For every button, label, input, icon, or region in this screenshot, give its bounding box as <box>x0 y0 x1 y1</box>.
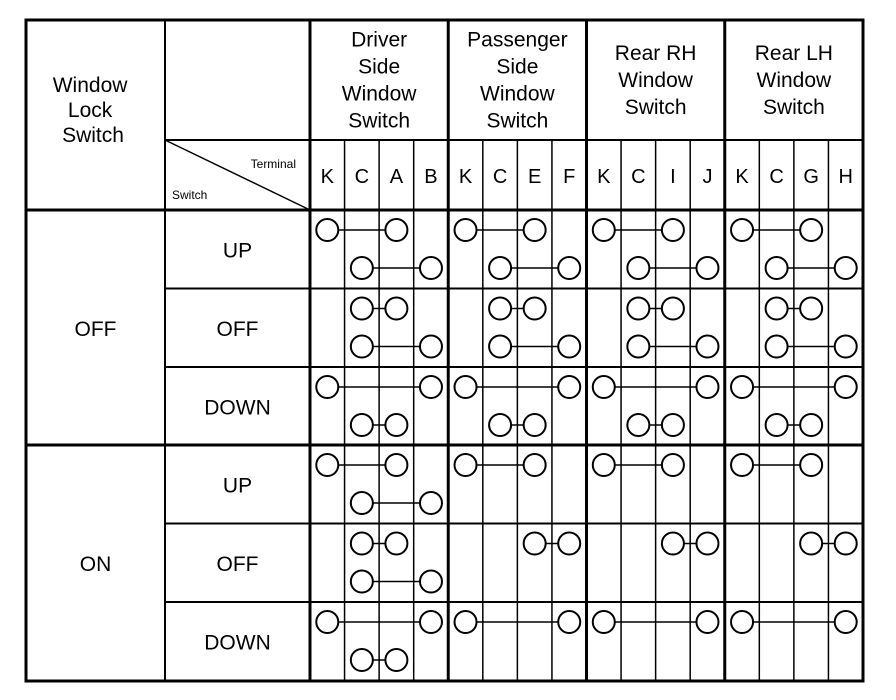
terminal-contact-circle <box>766 257 788 279</box>
terminal-contact-circle <box>558 336 580 358</box>
group-title-line: Rear RH <box>614 42 697 65</box>
terminal-contact-circle <box>662 219 684 241</box>
terminal-contact-circle <box>489 336 511 358</box>
terminal-contact-circle <box>316 219 338 241</box>
terminal-contact-circle <box>696 376 718 398</box>
terminal-k-label: K <box>458 166 473 188</box>
terminal-contact-circle <box>316 611 338 633</box>
terminal-contact-circle <box>558 376 580 398</box>
terminal-contact-circle <box>558 257 580 279</box>
group-title-line: Side <box>358 55 401 79</box>
terminal-contact-circle <box>524 533 546 555</box>
terminal-contact-circle <box>627 414 649 436</box>
terminal-contact-circle <box>835 376 857 398</box>
terminal-contact-circle <box>351 414 373 436</box>
terminal-contact-circle <box>662 414 684 436</box>
terminal-contact-circle <box>800 414 822 436</box>
switch-row-labels <box>75 239 271 654</box>
terminal-contact-circle <box>662 533 684 555</box>
terminal-contact-circle <box>835 257 857 279</box>
terminal-contact-circle <box>731 219 753 241</box>
group-title-rear-rh <box>615 42 697 119</box>
terminal-j-label: J <box>702 166 713 188</box>
terminal-contact-circle <box>351 298 373 320</box>
group-title-line: Window <box>756 69 832 92</box>
switch-position-down-label: DOWN <box>204 396 271 420</box>
terminal-contact-circle <box>766 336 788 358</box>
terminal-contact-circle <box>627 336 649 358</box>
terminal-contact-circle <box>662 454 684 476</box>
terminal-contact-circle <box>731 454 753 476</box>
group-title-line: Window <box>480 82 555 106</box>
terminal-contact-circle <box>351 533 373 555</box>
group-title-passenger <box>467 29 567 133</box>
group-title-line: Window <box>618 69 693 92</box>
window-lock-switch-line: Window <box>52 74 128 97</box>
terminal-contact-circle <box>385 454 407 476</box>
terminal-contact-circle <box>316 376 338 398</box>
terminal-contact-circle <box>489 298 511 320</box>
lock-state-on-label: ON <box>79 552 112 576</box>
group-title-driver <box>342 29 418 133</box>
terminal-contact-circle <box>593 219 615 241</box>
terminal-contact-circle <box>385 649 407 671</box>
terminal-c-label: C <box>631 166 646 188</box>
terminal-contact-circle <box>800 219 822 241</box>
group-title-line: Rear LH <box>754 42 833 65</box>
terminal-contact-circle <box>696 533 718 555</box>
terminal-contact-circle <box>420 257 442 279</box>
terminal-contact-circle <box>420 611 442 633</box>
window-lock-switch-label <box>53 74 134 147</box>
group-title-line: Passenger <box>467 28 568 52</box>
terminal-contact-circle <box>627 257 649 279</box>
terminal-a-label: A <box>389 166 404 188</box>
group-title-line: Switch <box>624 96 687 119</box>
switch-position-off-label: OFF <box>216 317 259 341</box>
terminal-k-label: K <box>597 166 611 188</box>
switch-position-up-label: UP <box>222 239 253 263</box>
terminal-contact-circle <box>524 219 546 241</box>
corner-switch-label: Switch <box>172 188 208 202</box>
terminal-contact-circle <box>455 611 477 633</box>
terminal-contact-circle <box>351 257 373 279</box>
terminal-contact-circle <box>385 533 407 555</box>
terminal-contact-circle <box>800 454 822 476</box>
switch-position-down-label: DOWN <box>204 631 271 655</box>
window-lock-switch-line: Switch <box>62 124 124 147</box>
terminal-contact-circle <box>524 298 546 320</box>
terminal-contact-circle <box>455 376 477 398</box>
terminal-contact-circle <box>835 336 857 358</box>
terminal-contact-circle <box>800 298 822 320</box>
terminal-contact-circle <box>593 611 615 633</box>
terminal-contact-circle <box>696 611 718 633</box>
terminal-contact-circle <box>731 376 753 398</box>
terminal-contact-circle <box>524 454 546 476</box>
terminal-contact-circle <box>835 533 857 555</box>
terminal-k-label: K <box>320 166 334 188</box>
terminal-contact-circle <box>766 298 788 320</box>
terminal-h-label: H <box>838 166 853 188</box>
terminal-contact-circle <box>627 298 649 320</box>
switch-position-up-label: UP <box>222 474 253 498</box>
terminal-contact-circle <box>316 454 338 476</box>
group-title-line: Switch <box>762 96 825 119</box>
terminal-f-label: F <box>563 166 576 188</box>
window-lock-switch-line: Lock <box>67 99 113 122</box>
group-title-line: Side <box>496 55 539 79</box>
terminal-c-label: C <box>492 166 508 188</box>
terminal-contact-circle <box>524 414 546 436</box>
terminal-contact-circle <box>351 649 373 671</box>
terminal-contact-circle <box>351 336 373 358</box>
terminal-g-label: G <box>803 166 819 188</box>
terminal-k-label: K <box>735 166 749 188</box>
group-title-line: Driver <box>351 28 408 52</box>
terminal-contact-circle <box>455 454 477 476</box>
terminal-i-label: I <box>670 166 676 188</box>
terminal-contact-circle <box>385 298 407 320</box>
terminal-c-label: C <box>769 166 784 188</box>
terminal-contact-circle <box>455 219 477 241</box>
terminal-contact-circle <box>835 611 857 633</box>
terminal-b-label: B <box>424 166 438 188</box>
lock-state-off-label: OFF <box>74 317 117 341</box>
terminal-contact-circle <box>385 219 407 241</box>
terminal-contact-circle <box>558 533 580 555</box>
group-title-line: Switch <box>348 109 411 133</box>
terminal-contact-circle <box>420 492 442 514</box>
terminal-contact-circle <box>696 257 718 279</box>
terminal-contact-circle <box>558 611 580 633</box>
terminal-c-label: C <box>354 166 370 188</box>
terminal-contact-circle <box>420 336 442 358</box>
terminal-contact-circle <box>489 414 511 436</box>
terminal-contact-circle <box>593 454 615 476</box>
terminal-contact-circle <box>593 376 615 398</box>
terminal-contact-circle <box>696 336 718 358</box>
terminal-contact-circle <box>489 257 511 279</box>
terminal-e-label: E <box>527 166 542 188</box>
terminal-contact-circle <box>731 611 753 633</box>
group-title-rear-lh <box>755 42 833 119</box>
switch-position-off-label: OFF <box>216 552 259 576</box>
terminal-contact-circle <box>420 571 442 593</box>
group-title-line: Window <box>341 82 417 106</box>
terminal-contact-circle <box>766 414 788 436</box>
group-title-line: Switch <box>486 109 549 133</box>
terminal-contact-circle <box>420 376 442 398</box>
diagram-frame <box>26 20 863 681</box>
terminal-contact-circle <box>385 414 407 436</box>
grid-lines <box>26 20 863 681</box>
corner-terminal-label: Terminal <box>250 157 296 171</box>
terminal-contact-circle <box>351 571 373 593</box>
terminal-contact-circle <box>351 492 373 514</box>
terminal-contact-circle <box>800 533 822 555</box>
terminal-contact-circle <box>662 298 684 320</box>
